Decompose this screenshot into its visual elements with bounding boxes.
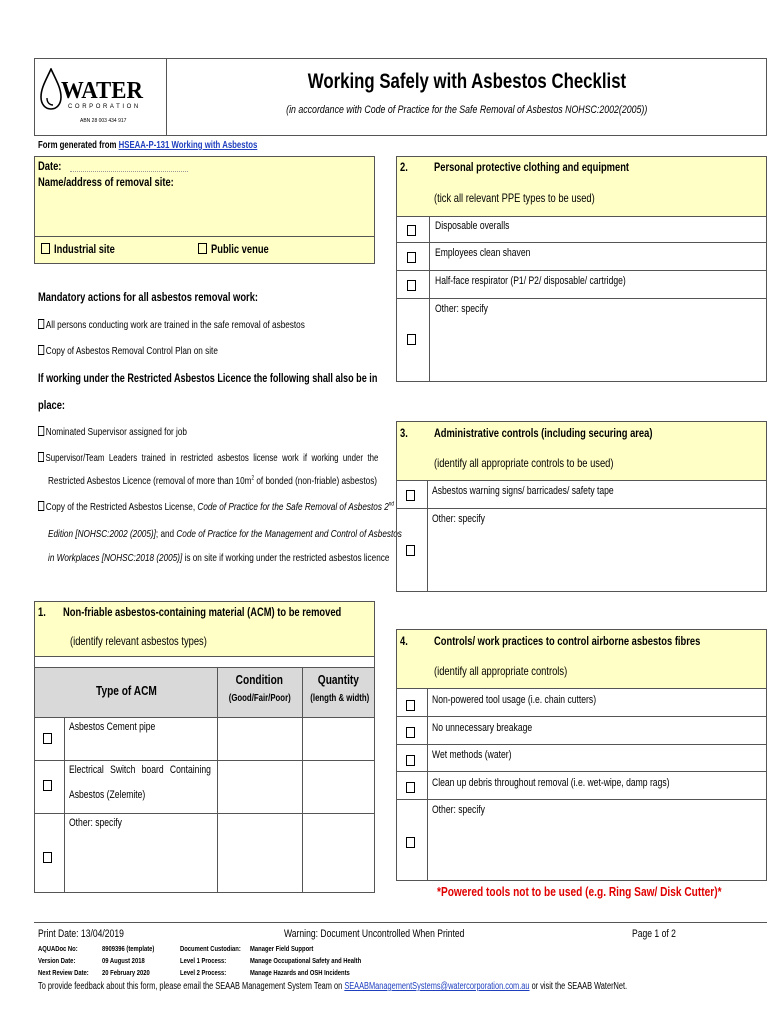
admin-other-label: Other: specify [432, 513, 485, 525]
section1-subtitle: (identify relevant asbestos types) [70, 634, 207, 648]
ppe-shaven-checkbox[interactable] [407, 252, 416, 263]
acm-other-checkbox[interactable] [43, 852, 52, 863]
table-row-line-1 [34, 760, 375, 761]
plan-checkbox[interactable] [38, 345, 44, 355]
section4-number: 4. [400, 634, 408, 648]
date-field[interactable] [70, 170, 188, 172]
ppe-respirator-label: Half-face respirator (P1/ P2/ disposable/ cartridge) [435, 275, 626, 287]
logo-abn: ABN 28 003 434 917 [80, 118, 127, 124]
license-checkbox[interactable] [38, 501, 44, 511]
footer-version-value: 09 August 2018 [102, 956, 145, 965]
logo-text: WATER [61, 78, 143, 104]
table-row-line-2 [34, 813, 375, 814]
section4-row-line-1 [396, 716, 767, 717]
section1-number: 1. [38, 605, 46, 619]
table-check-col-line [64, 717, 65, 893]
powered-tools-warning: *Powered tools not to be used (e.g. Ring Saw/ Disk Cutter)* [437, 884, 722, 899]
table-header-line [34, 717, 375, 718]
page-subtitle: (in accordance with Code of Practice for the Safe Removal of Asbestos NOHSC:2002(2005)) [285, 104, 648, 116]
footer-level1-label: Level 1 Process: [180, 956, 227, 965]
restricted-item-license-cont1: Edition [NOHSC:2002 (2005)]; and Code of Practice for the Management and Control of Asbestos [48, 528, 402, 540]
team-training-checkbox[interactable] [38, 452, 44, 462]
section3-row-line-1 [396, 508, 767, 509]
control-nonpowered-label: Non-powered tool usage (i.e. chain cutters) [432, 694, 597, 706]
site-divider [34, 236, 375, 237]
acm-switchboard-label-cont: Asbestos (Zelemite) [69, 789, 146, 801]
footer-page-number: Page 1 of 2 [632, 928, 676, 940]
footer-level1-value: Manage Occupational Safety and Health [250, 956, 362, 965]
acm-pipe-checkbox[interactable] [43, 733, 52, 744]
control-cleanup-checkbox[interactable] [406, 782, 415, 793]
ppe-respirator-checkbox[interactable] [407, 280, 416, 291]
section1-title: Non-friable asbestos-containing material (ACM) to be removed [63, 605, 342, 619]
footer-aquadoc-label: AQUADoc No: [38, 944, 78, 953]
restricted-item-supervisor: Nominated Supervisor assigned for job [38, 426, 229, 438]
section1-divider [34, 656, 375, 657]
acm-switchboard-label: Electrical Switch board Containing [69, 764, 211, 776]
restricted-item-license: Copy of the Restricted Asbestos License, Code of Practice for the Safe Removal of Asbestos 2nd [38, 501, 494, 513]
date-label: Date: [38, 159, 62, 173]
footer-custodian-label: Document Custodian: [180, 944, 241, 953]
restricted-item-training: Supervisor/Team Leaders trained in restricted asbestos license work if working under the [38, 452, 493, 464]
industrial-site-checkbox[interactable] [41, 243, 50, 254]
mandatory-heading: Mandatory actions for all asbestos removal work: [38, 290, 259, 304]
section4-title: Controls/ work practices to control airborne asbestos fibres [434, 634, 701, 648]
footer-custodian-value: Manager Field Support [250, 944, 314, 953]
feedback-email-link[interactable]: SEAABManagementSystems@watercorporation.com.au [344, 981, 530, 992]
footer-feedback: To provide feedback about this form, please email the SEAAB Management System Team on SEAABManagementSystems@watercorporation.com.au or visit the SEAAB WaterNet. [38, 981, 628, 992]
footer-aquadoc-value: 8909396 (template) [102, 944, 155, 953]
public-venue-checkbox[interactable] [198, 243, 207, 254]
admin-signs-label: Asbestos warning signs/ barricades/ safety tape [432, 485, 614, 497]
section2-check-col [429, 216, 430, 382]
form-generated-line: Form generated from HSEAA-P-131 Working with Asbestos [38, 140, 258, 151]
control-cleanup-label: Clean up debris throughout removal (i.e. wet-wipe, damp rags) [432, 777, 670, 789]
col-condition: Condition [235, 672, 284, 687]
training-checkbox[interactable] [38, 319, 44, 329]
site-name-field[interactable] [38, 192, 371, 234]
ppe-shaven-label: Employees clean shaven [435, 247, 531, 259]
restricted-heading: If working under the Restricted Asbestos Licence the following shall also be in [38, 371, 378, 385]
section4-row-line-4 [396, 799, 767, 800]
water-corporation-logo [38, 66, 164, 130]
control-wet-label: Wet methods (water) [432, 749, 512, 761]
page-title: Working Safely with Asbestos Checklist [307, 70, 626, 93]
control-breakage-label: No unnecessary breakage [432, 722, 533, 734]
footer-level2-label: Level 2 Process: [180, 968, 227, 977]
mandatory-item-plan: Copy of Asbestos Removal Control Plan on site [38, 345, 269, 357]
control-breakage-checkbox[interactable] [406, 727, 415, 738]
restricted-heading-cont: place: [38, 398, 66, 412]
ppe-overalls-label: Disposable overalls [435, 220, 510, 232]
acm-switchboard-checkbox[interactable] [43, 780, 52, 791]
col-type-of-acm: Type of ACM [96, 683, 157, 698]
section2-row-line-3 [396, 298, 767, 299]
control-other-checkbox[interactable] [406, 837, 415, 848]
col-quantity-sub: (length & width) [310, 693, 370, 704]
section3-number: 3. [400, 426, 408, 440]
col-condition-sub: (Good/Fair/Poor) [228, 693, 291, 704]
section3-title: Administrative controls (including securing area) [434, 426, 653, 440]
site-name-label: Name/address of removal site: [38, 175, 174, 189]
control-other-label: Other: specify [432, 804, 485, 816]
table-top-line [34, 667, 375, 668]
water-drop-icon [40, 68, 62, 110]
footer-review-value: 20 February 2020 [102, 968, 150, 977]
section2-number: 2. [400, 160, 408, 174]
ppe-other-label: Other: specify [435, 303, 488, 315]
section4-row-line-3 [396, 771, 767, 772]
footer-print-date: Print Date: 13/04/2019 [38, 928, 124, 940]
footer-level2-value: Manage Hazards and OSH Incidents [250, 968, 350, 977]
section4-divider [396, 688, 767, 689]
acm-other-label: Other: specify [69, 817, 122, 829]
ppe-overalls-checkbox[interactable] [407, 225, 416, 236]
section4-subtitle: (identify all appropriate controls) [434, 664, 568, 678]
acm-pipe-label: Asbestos Cement pipe [69, 721, 156, 733]
section2-divider [396, 216, 767, 217]
control-nonpowered-checkbox[interactable] [406, 700, 415, 711]
section4-row-line-2 [396, 744, 767, 745]
footer-review-label: Next Review Date: [38, 968, 89, 977]
section2-row-line-1 [396, 242, 767, 243]
ppe-other-checkbox[interactable] [407, 334, 416, 345]
restricted-item-license-cont2: in Workplaces [NOHSC:2018 (2005)] is on site if working under the restricted asbestos licence [48, 552, 390, 564]
logo-subtext: CORPORATION [68, 104, 141, 110]
section2-subtitle: (tick all relevant PPE types to be used) [434, 191, 595, 205]
mandatory-item-training: All persons conducting work are trained in the safe removal of asbestos [38, 319, 380, 331]
footer-warning: Warning: Document Uncontrolled When Printed [284, 928, 465, 940]
industrial-site-label: Industrial site [54, 242, 115, 256]
admin-signs-checkbox[interactable] [406, 490, 415, 501]
restricted-item-training-cont: Restricted Asbestos Licence (removal of more than $10m^2$ of bonded (non-friable) asbestos) [48, 475, 378, 487]
supervisor-checkbox[interactable] [38, 426, 44, 436]
col-quantity: Quantity [317, 672, 360, 687]
section3-divider [396, 480, 767, 481]
footer-version-label: Version Date: [38, 956, 76, 965]
admin-other-checkbox[interactable] [406, 545, 415, 556]
public-venue-label: Public venue [211, 242, 269, 256]
section3-check-col [427, 480, 428, 592]
section2-row-line-2 [396, 270, 767, 271]
footer-line [34, 922, 767, 923]
control-wet-checkbox[interactable] [406, 755, 415, 766]
form-generated-link[interactable]: HSEAA-P-131 Working with Asbestos [118, 140, 258, 151]
section2-title: Personal protective clothing and equipment [434, 160, 630, 174]
section3-subtitle: (identify all appropriate controls to be used) [434, 456, 614, 470]
